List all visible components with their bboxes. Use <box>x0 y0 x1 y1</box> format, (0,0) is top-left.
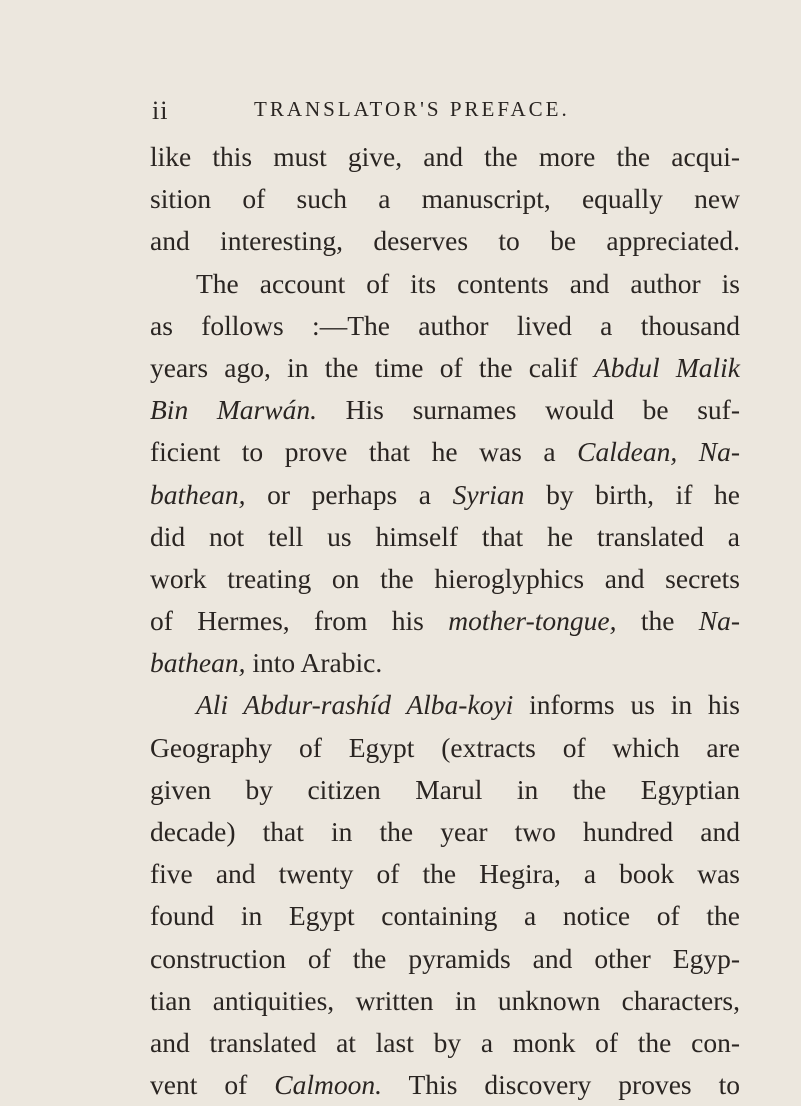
text-line: found in Egypt containing a notice of the <box>150 900 740 932</box>
page-header <box>152 96 742 132</box>
text-line: construction of the pyramids and other Egyp- <box>150 942 740 974</box>
italic-name: Caldean, <box>577 436 678 468</box>
italic-name: bathean, <box>150 647 246 679</box>
text-line: vent of Calmoon. This discovery proves to <box>150 1069 740 1101</box>
text-line: work treating on the hieroglyphics and secrets <box>150 562 740 594</box>
text-line: five and twenty of the Hegira, a book was <box>150 858 740 890</box>
text-line: Ali Abdur-rashíd Alba-koyi informs us in his <box>196 689 740 721</box>
running-head: TRANSLATOR'S PREFACE. <box>254 97 570 121</box>
italic-name: Ali Abdur-rashíd Alba-koyi <box>196 689 514 721</box>
body-text <box>150 136 740 1106</box>
text-line: The account of its contents and author is <box>196 267 740 299</box>
italic-name: Na- <box>698 436 740 468</box>
text-line: of Hermes, from his mother-tongue, the Na- <box>150 605 741 637</box>
text-line: bathean, into Arabic. <box>150 647 383 679</box>
italic-word: mother-tongue, <box>448 605 617 637</box>
text-line: tian antiquities, written in unknown characters, <box>150 984 740 1016</box>
text-line: and translated at last by a monk of the con- <box>150 1026 740 1058</box>
italic-name: Bin Marwán. <box>150 394 317 426</box>
text-line: did not tell us himself that he translated a <box>150 520 740 552</box>
text-line: and interesting, deserves to be appreciated. <box>150 225 740 257</box>
text-line: like this must give, and the more the acqui- <box>150 141 740 172</box>
italic-name: bathean, <box>150 478 246 510</box>
text-line: as follows :—The author lived a thousand <box>150 309 740 341</box>
text-line: years ago, in the time of the calif Abdul Malik <box>150 351 740 383</box>
italic-name: Abdul Malik <box>593 351 740 383</box>
italic-name: Calmoon. <box>274 1069 382 1101</box>
text-line: decade) that in the year two hundred and <box>150 816 740 847</box>
text-line: ficient to prove that he was a Caldean, Na- <box>150 436 740 468</box>
text-line: given by citizen Marul in the Egyptian <box>150 773 740 805</box>
text-line: Bin Marwán. His surnames would be suf- <box>150 394 741 426</box>
page-number: ii <box>152 96 169 125</box>
text-line: sition of such a manuscript, equally new <box>150 183 740 215</box>
italic-name: Na- <box>698 605 741 637</box>
text-line: bathean, or perhaps a Syrian by birth, if he <box>150 478 740 510</box>
text-line: Geography of Egypt (extracts of which are <box>150 731 740 763</box>
italic-name: Syrian <box>452 478 525 510</box>
